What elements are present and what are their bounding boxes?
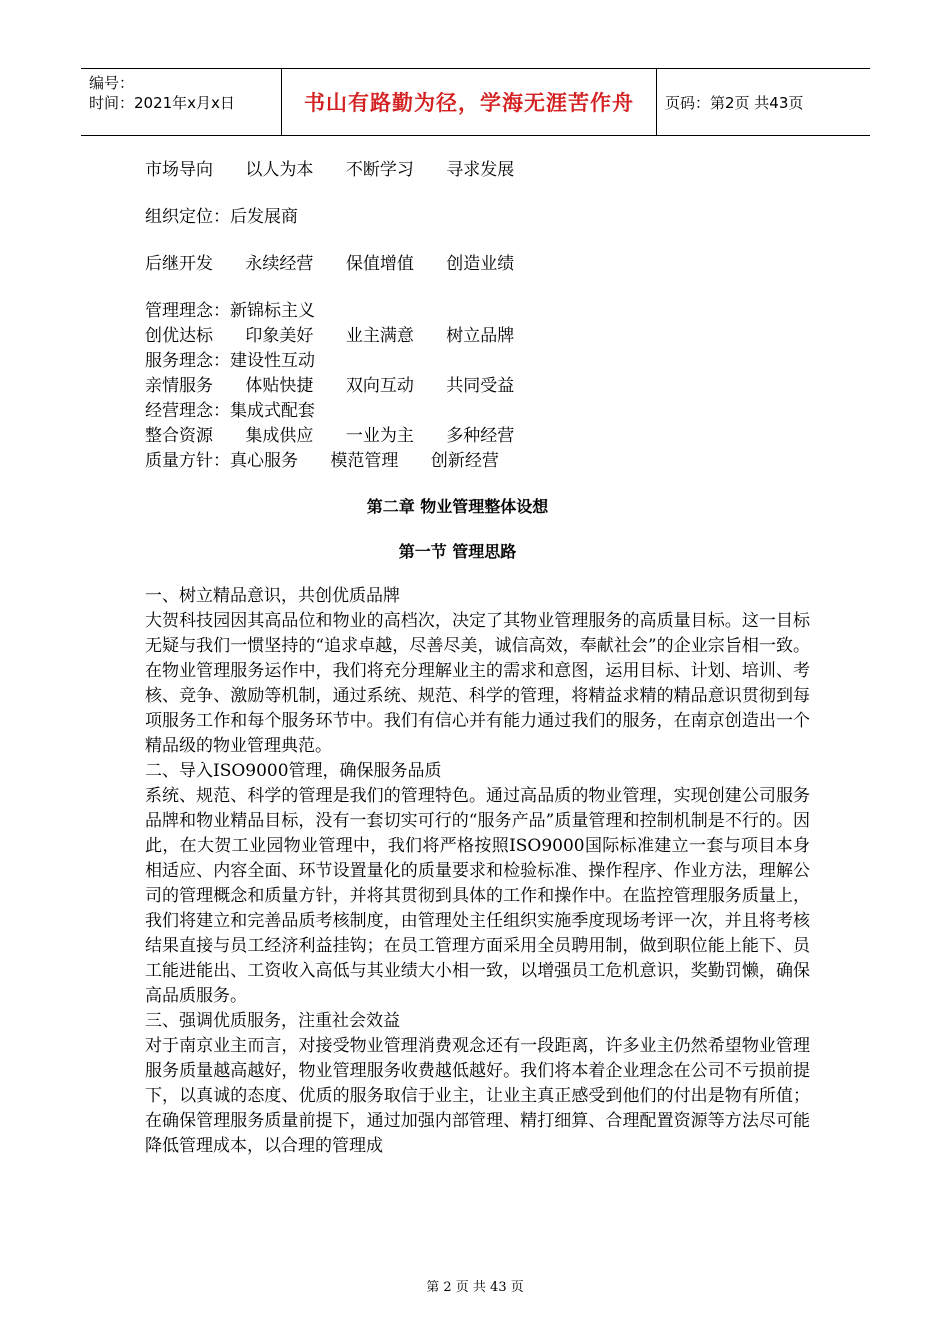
header-page-code: 页码：第2页 共43页	[665, 93, 804, 112]
item-heading: 一、树立精品意识，共创优质品牌	[145, 586, 400, 606]
text-line: 市场导向 以人为本 不断学习 寻求发展	[145, 160, 515, 180]
text-line: 服务理念：建设性互动	[145, 351, 315, 371]
text-line: 后继开发 永续经营 保值增值 创造业绩	[145, 254, 515, 274]
section-title: 第一节 管理思路	[398, 542, 517, 561]
chapter-title: 第二章 物业管理整体设想	[366, 497, 549, 516]
text-line: 经营理念：集成式配套	[145, 401, 315, 421]
page-header	[81, 68, 870, 136]
time-label: 时间：2021年x月x日	[89, 94, 235, 112]
text-line: 创优达标 印象美好 业主满意 树立品牌	[145, 326, 515, 346]
header-meta	[81, 69, 281, 135]
paragraph: 大贺科技园因其高品位和物业的高档次，决定了其物业管理服务的高质量目标。这一目标无疑与我们一惯坚持的“追求卓越，尽善尽美，诚信高效，奉献社会”的企业宗旨相一致。在物业管理服务运作中，我们将充分理解业主的需求和意图，运用目标、计划、培训、考核、竞争、激励等机制，通过系统、规范、科学的管理，将精益求精的精品意识贯彻到每项服务工作和每个服务环节中。我们有信心并有能力通过我们的服务，在南京创造出一个精品级的物业管理典范。	[145, 611, 810, 756]
document-body	[145, 158, 810, 1159]
text-line: 组织定位：后发展商	[145, 207, 298, 227]
page-footer: 第 2 页 共 43 页	[426, 1280, 524, 1295]
item-heading: 三、强调优质服务，注重社会效益	[145, 1011, 400, 1031]
text-line: 亲情服务 体贴快捷 双向互动 共同受益	[145, 376, 515, 396]
serial-label: 编号：	[89, 74, 135, 92]
text-line: 整合资源 集成供应 一业为主 多种经营	[145, 426, 515, 446]
header-motto: 书山有路勤为径，学海无涯苦作舟	[281, 69, 657, 135]
paragraph: 系统、规范、科学的管理是我们的管理特色。通过高品质的物业管理，实现创建公司服务品牌和物业精品目标，没有一套切实可行的“服务产品”质量管理和控制机制是不行的。因此，在大贺工业园物业管理中，我们将严格按照ISO9000国际标准建立一套与项目本身相适应、内容全面、环节设置量化的质量要求和检验标准、操作程序、作业方法，理解公司的管理概念和质量方针，并将其贯彻到具体的工作和操作中。在监控管理服务质量上，我们将建立和完善品质考核制度，由管理处主任组织实施季度现场考评一次，并且将考核结果直接与员工经济利益挂钩；在员工管理方面采用全员聘用制，做到职位能上能下、员工能进能出、工资收入高低与其业绩大小相一致，以增强员工危机意识，奖勤罚懒，确保高品质服务。	[145, 786, 810, 1006]
text-line: 质量方针：真心服务 模范管理 创新经营	[145, 451, 499, 471]
paragraph: 对于南京业主而言，对接受物业管理消费观念还有一段距离，许多业主仍然希望物业管理服务质量越高越好，物业管理服务收费越低越好。我们将本着企业理念在公司不亏损前提下，以真诚的态度、优质的服务取信于业主，让业主真正感受到他们的付出是物有所值；在确保管理服务质量前提下，通过加强内部管理、精打细算、合理配置资源等方法尽可能降低管理成本，以合理的管理成	[145, 1036, 810, 1156]
text-line: 管理理念：新锦标主义	[145, 301, 315, 321]
item-heading: 二、导入ISO9000管理，确保服务品质	[145, 761, 442, 781]
